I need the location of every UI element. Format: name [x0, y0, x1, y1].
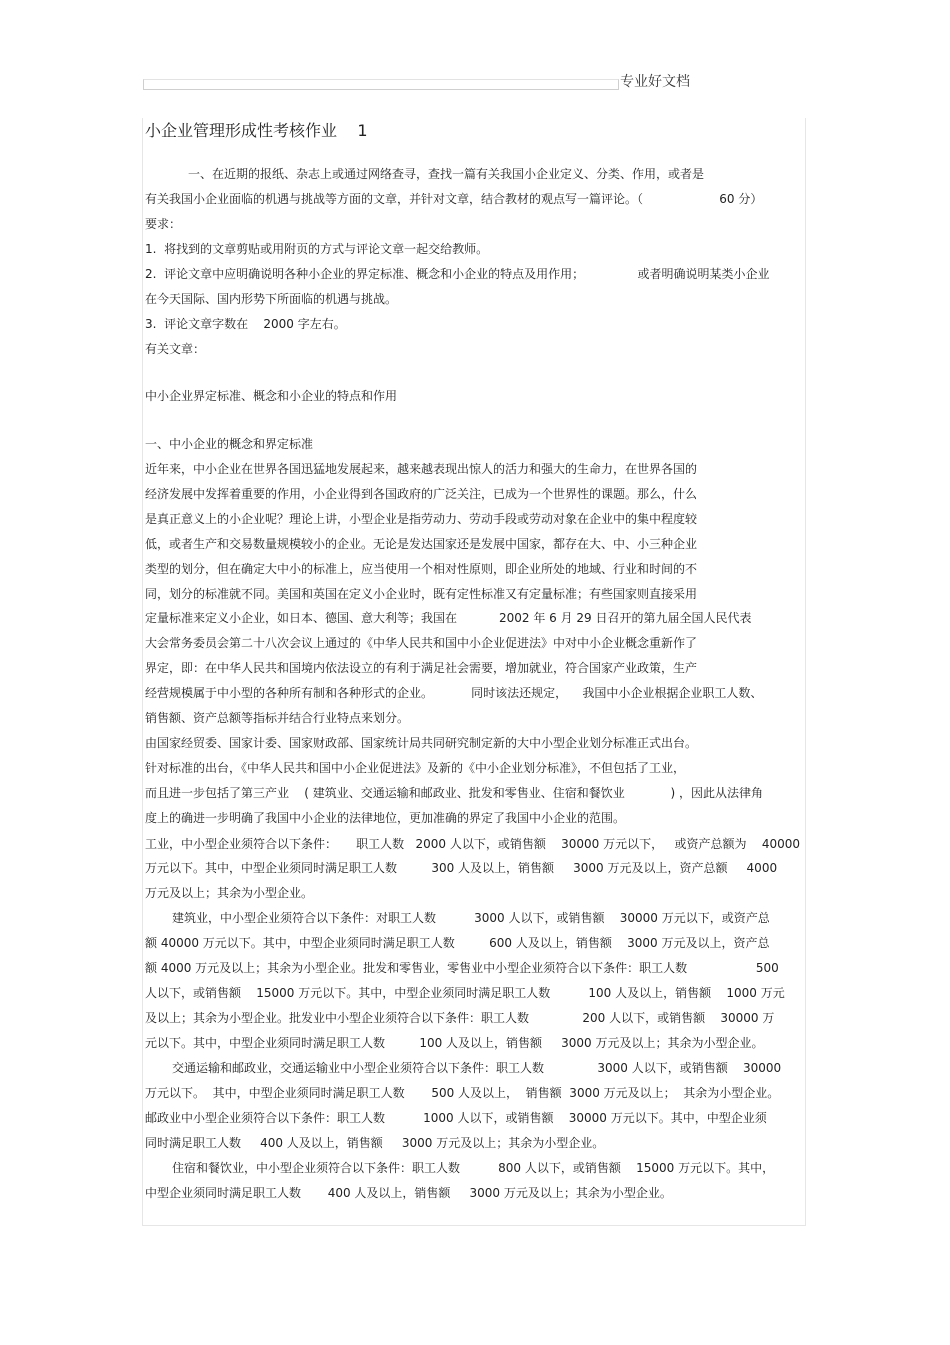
body-line: 元以下。其中，中型企业须同时满足职工人数 100 人及以上，销售额 3000 万元及以上；其余为小型企业。 — [145, 1036, 764, 1050]
body-line: 万元及以上；其余为小型企业。 — [145, 886, 314, 900]
body-line: 交通运输和邮政业，交通运输业中小型企业须符合以下条件：职工人数 3000 人以下，或销售额 30000 — [172, 1061, 782, 1075]
body-line: 要求： — [145, 217, 182, 231]
body-line: 万元以下。 其中，中型企业须同时满足职工人数 500 人及以上， 销售额 3000 万元及以上； 其余为小型企业。 — [145, 1086, 780, 1100]
body-line: 额 4000 万元及以上；其余为小型企业。批发和零售业，零售业中小型企业须符合以下条件：职工人数 500 — [145, 961, 779, 975]
body-line: 有关我国小企业面临的机遇与挑战等方面的文章，并针对文章，结合教材的观点写一篇评论。（ 60 分） — [145, 192, 763, 206]
body-line: 一、在近期的报纸、杂志上或通过网络查寻，查找一篇有关我国小企业定义、分类、作用，或者是 — [188, 167, 705, 181]
body-line: 度上的确进一步明确了我国中小企业的法律地位，更加准确的界定了我国中小企业的范围。 — [145, 811, 626, 825]
document-title: 小企业管理形成性考核作业 1 — [145, 121, 368, 140]
body-line: 及以上；其余为小型企业。批发业中小型企业须符合以下条件：职工人数 200 人以下，或销售额 30000 万 — [145, 1011, 775, 1025]
body-line: 工业，中小型企业须符合以下条件： 职工人数 2000 人以下，或销售额 30000 万元以下， 或资产总额为 40000 — [145, 837, 800, 851]
body-line: 而且进一步包括了第三产业 ( 建筑业、交通运输和邮政业、批发和零售业、住宿和餐饮业 ) ，因此从法律角 — [145, 786, 764, 800]
body-line: 2. 评论文章中应明确说明各种小企业的界定标准、概念和小企业的特点及用作用； 或者明确说明某类小企业 — [145, 267, 770, 281]
body-line: 界定，即：在中华人民共和国境内依法设立的有利于满足社会需要，增加就业，符合国家产业政策，生产 — [145, 661, 698, 675]
page-frame-bottom — [142, 1225, 806, 1226]
body-line: 人以下，或销售额 15000 万元以下。其中，中型企业须同时满足职工人数 100 人及以上，销售额 1000 万元 — [145, 986, 785, 1000]
article-title: 中小企业界定标准、概念和小企业的特点和作用 — [145, 389, 398, 403]
page-frame-right — [805, 118, 806, 1225]
header-rule-box — [143, 79, 619, 90]
page-frame-left — [142, 118, 143, 1225]
body-line: 定量标准来定义小企业，如日本、德国、意大利等；我国在 2002 年 6 月 29 日召开的第九届全国人民代表 — [145, 611, 752, 625]
body-line: 同时满足职工人数 400 人及以上，销售额 3000 万元及以上；其余为小型企业。 — [145, 1136, 605, 1150]
body-line: 经济发展中发挥着重要的作用，小企业得到各国政府的广泛关注，已成为一个世界性的课题。那么，什么 — [145, 487, 698, 501]
body-line: 类型的划分，但在确定大中小的标准上，应当使用一个相对性原则，即企业所处的地域、行业和时间的不 — [145, 562, 698, 576]
body-line: 有关文章： — [145, 342, 206, 356]
body-line: 3. 评论文章字数在 2000 字左右。 — [145, 317, 346, 331]
body-line: 低，或者生产和交易数量规模较小的企业。无论是发达国家还是发展中国家，都存在大、中、小三种企业 — [145, 537, 698, 551]
body-line: 在今天国际、国内形势下所面临的机遇与挑战。 — [145, 292, 398, 306]
body-line: 销售额、资产总额等指标并结合行业特点来划分。 — [145, 711, 410, 725]
body-line: 建筑业，中小型企业须符合以下条件：对职工人数 3000 人以下，或销售额 30000 万元以下，或资产总 — [172, 911, 770, 925]
body-line: 近年来，中小企业在世界各国迅猛地发展起来，越来越表现出惊人的活力和强大的生命力，在世界各国的 — [145, 462, 698, 476]
section-heading: 一、中小企业的概念和界定标准 — [145, 437, 314, 451]
body-line: 1. 将找到的文章剪贴或用附页的方式与评论文章一起交给教师。 — [145, 242, 489, 256]
body-line: 中型企业须同时满足职工人数 400 人及以上，销售额 3000 万元及以上；其余为小型企业。 — [145, 1186, 672, 1200]
body-line: 同，划分的标准就不同。美国和英国在定义小企业时，既有定性标准又有定量标准；有些国家则直接采用 — [145, 587, 698, 601]
body-line: 邮政业中小型企业须符合以下条件：职工人数 1000 人以下，或销售额 30000 万元以下。其中，中型企业须 — [145, 1111, 767, 1125]
body-line: 是真正意义上的小企业呢？理论上讲，小型企业是指劳动力、劳动手段或劳动对象在企业中的集中程度较 — [145, 512, 698, 526]
header-label: 专业好文档 — [620, 74, 690, 90]
body-line: 大会常务委员会第二十八次会议上通过的《中华人民共和国中小企业促进法》中对中小企业概念重新作了 — [145, 636, 698, 650]
body-line: 经营规模属于中小型的各种所有制和各种形式的企业。 同时该法还规定， 我国中小企业根据企业职工人数、 — [145, 686, 763, 700]
body-line: 额 40000 万元以下。其中，中型企业须同时满足职工人数 600 人及以上，销售额 3000 万元及以上，资产总 — [145, 936, 770, 950]
body-line: 针对标准的出台，《中华人民共和国中小企业促进法》及新的《中小企业划分标准》，不但包括了工业， — [145, 761, 686, 775]
body-line: 万元以下。其中，中型企业须同时满足职工人数 300 人及以上，销售额 3000 万元及以上，资产总额 4000 — [145, 861, 778, 875]
body-line: 由国家经贸委、国家计委、国家财政部、国家统计局共同研究制定新的大中小型企业划分标准正式出台。 — [145, 736, 698, 750]
body-line: 住宿和餐饮业，中小型企业须符合以下条件：职工人数 800 人以下，或销售额 15000 万元以下。其中， — [172, 1161, 775, 1175]
